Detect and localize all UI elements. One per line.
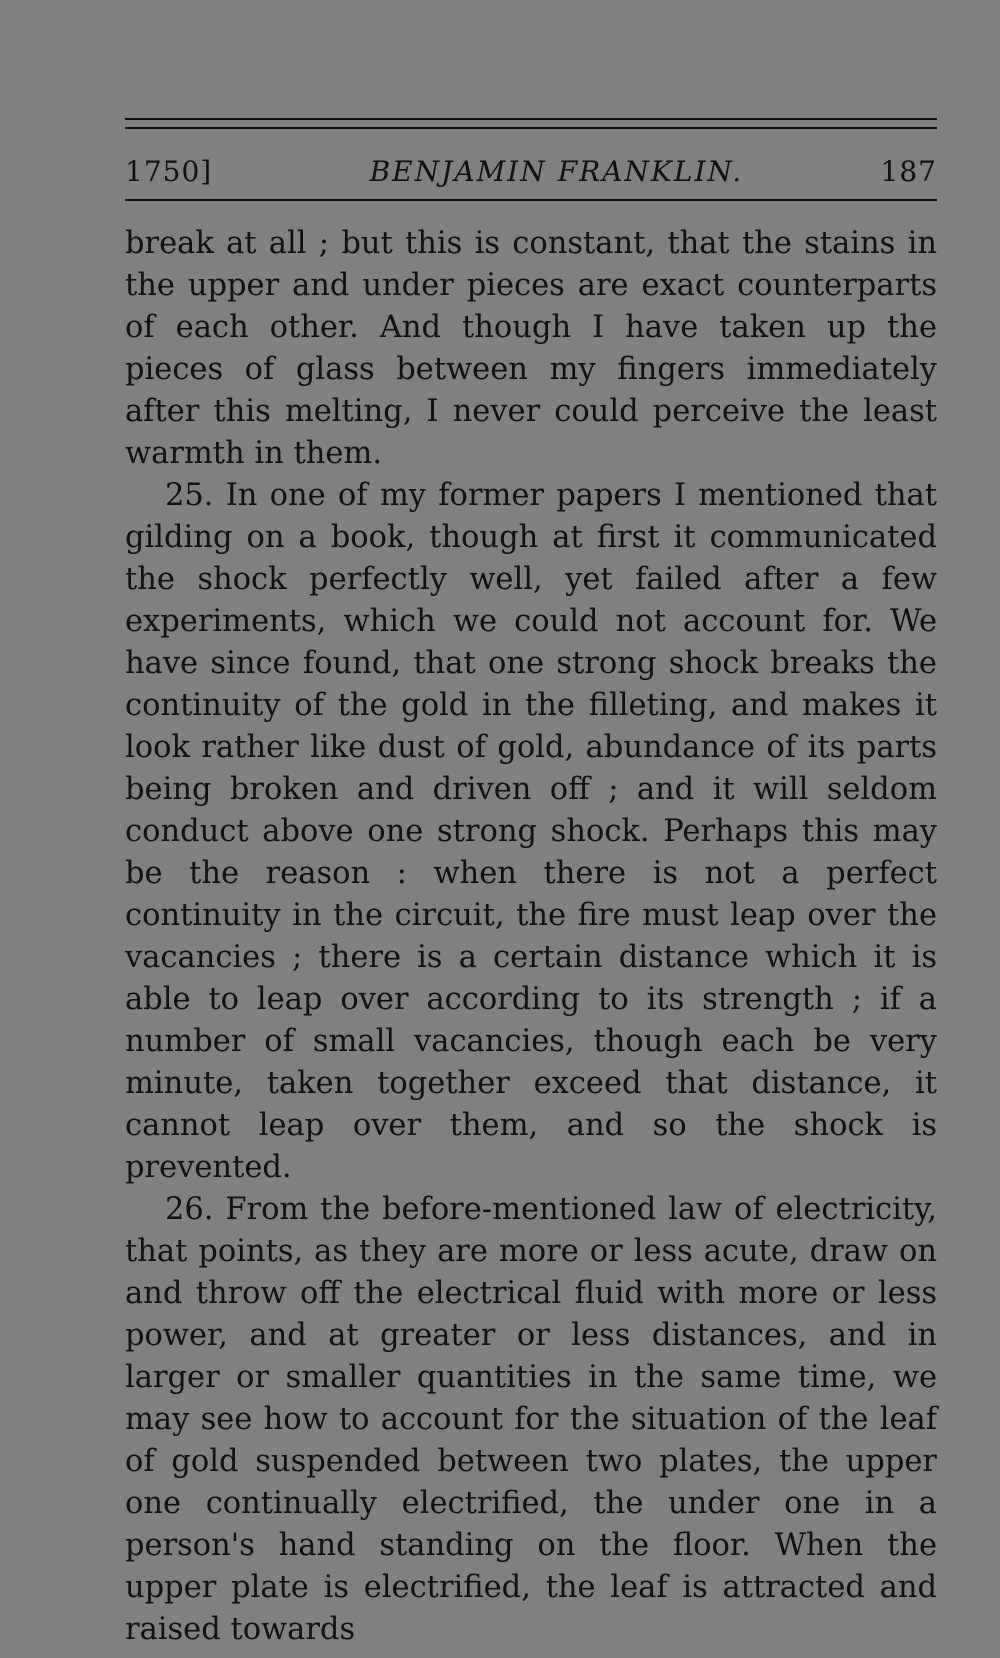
page-number: 187: [880, 155, 937, 188]
paragraph-continuation: break at all ; but this is constant, that the stains in the upper and under pieces are exact counterparts of each other. And though I have taken up the pieces of glass between my fingers immediately after this melting, I never could perceive the least warmth in them.: [125, 226, 937, 471]
paragraph-26: 26. From the before-mentioned law of electricity, that points, as they are more or less acute, draw on and throw off the electrical fluid with more or less power, and at greater or less distances, and in larger or smaller quantities in the same time, we may see how to account for the situation of the leaf of gold suspended between two plates, the upper one continually electrified, the under one in a person's hand standing on the floor. When the upper plate is electrified, the leaf is attracted and raised towards: [125, 1192, 937, 1647]
paragraph-25: 25. In one of my former papers I mentioned that gilding on a book, though at first it communicated the shock perfectly well, yet failed after a few experiments, which we could not account for. We have since found, that one strong shock breaks the continuity of the gold in the filleting, and makes it look rather like dust of gold, abundance of its parts being broken and driven off ; and it will seldom conduct above one strong shock. Perhaps this may be the reason : when there is not a perfect continuity in the circuit, the fire must leap over the vacancies ; there is a certain distance which it is able to leap over according to its strength ; if a number of small vacancies, though each be very minute, taken together exceed that distance, it cannot leap over them, and so the shock is prevented.: [125, 478, 937, 1185]
running-head: [125, 129, 937, 188]
header-rule-top: [125, 118, 937, 120]
book-page: [125, 118, 937, 1651]
body-text: [125, 223, 937, 1651]
running-head-year: 1750]: [125, 155, 213, 188]
running-head-title: BENJAMIN FRANKLIN.: [369, 155, 744, 188]
header-rule-bottom: [125, 199, 937, 201]
